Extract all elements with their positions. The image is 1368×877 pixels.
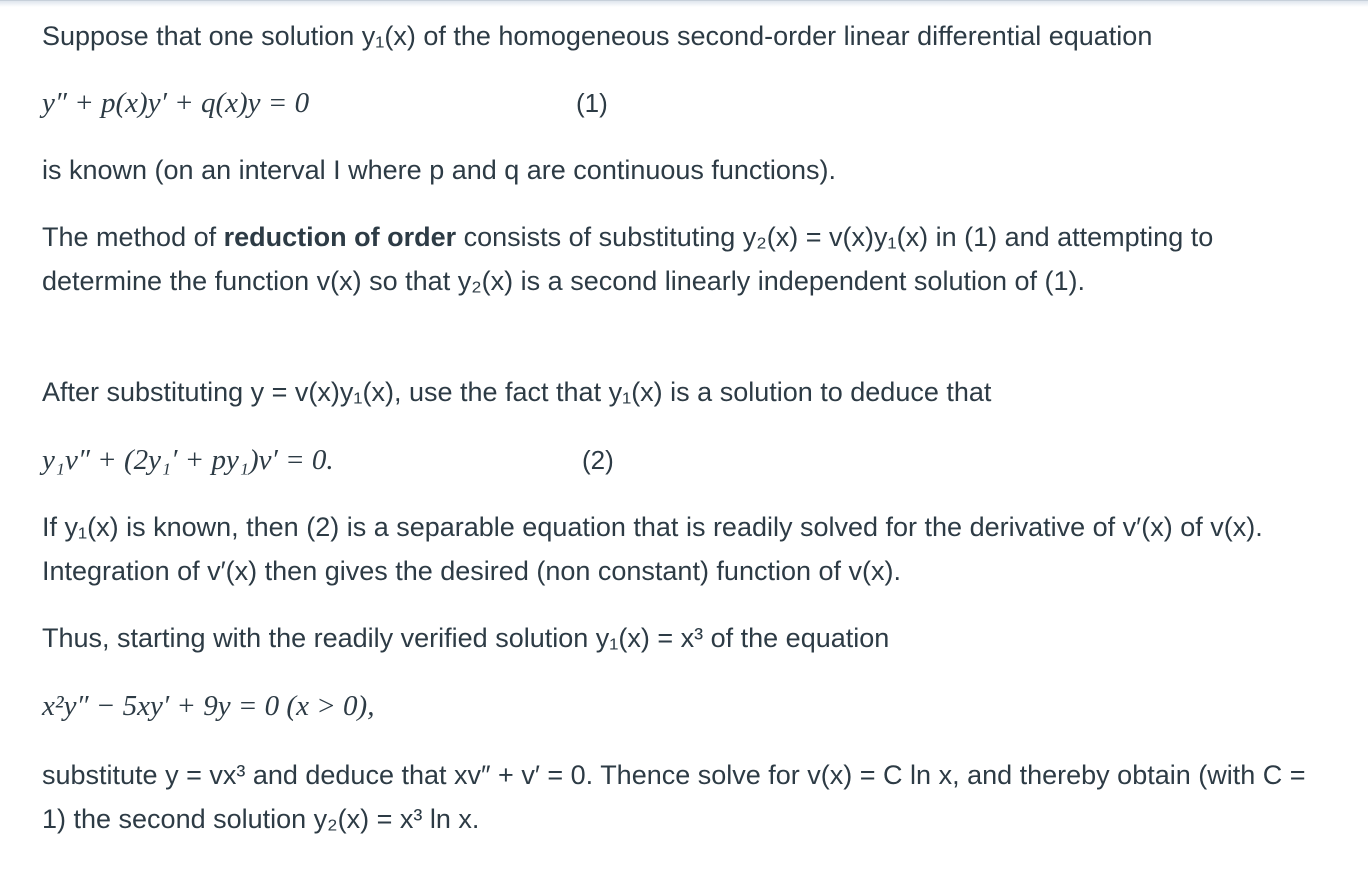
paragraph-method: The method of reduction of order consists of substituting y₂(x) = v(x)y₁(x) in (1) and attempting to determine the function v(x) so that y₂(x) is a second linearly independent solution of (1). <box>42 222 1214 296</box>
equation-1-number: (1) <box>576 88 608 118</box>
equation-1: y″ + p(x)y′ + q(x)y = 0 (1) <box>42 87 608 119</box>
paragraph-known: is known (on an interval I where p and q are continuous functions). <box>42 155 836 185</box>
equation-3: x²y″ − 5xy′ + 9y = 0 (x > 0), <box>42 690 375 722</box>
bold-term: reduction of order <box>223 222 457 252</box>
paragraph-thus: Thus, starting with the readily verified solution y₁(x) = x³ of the equation <box>42 623 890 653</box>
equation-2-number: (2) <box>582 445 614 475</box>
paragraph-conclusion: substitute y = vx³ and deduce that xv″ + v′ = 0. Thence solve for v(x) = C ln x, and thereby obtain (with C = 1) the second solution y₂(x) = x³ ln x. <box>42 760 1306 834</box>
paragraph-separable: If y₁(x) is known, then (2) is a separable equation that is readily solved for the derivative of v′(x) of v(x). Integration of v′(x) then gives the desired (non constant) function of v(x). <box>42 512 1263 586</box>
paragraph-substitute: After substituting y = v(x)y₁(x), use the fact that y₁(x) is a solution to deduce that <box>42 377 992 407</box>
top-divider <box>0 0 1368 7</box>
equation-2: y₁v″ + (2y₁′ + py₁)v′ = 0. (2) <box>42 444 614 476</box>
paragraph-intro: Suppose that one solution y₁(x) of the homogeneous second-order linear differential equation <box>42 21 1153 51</box>
